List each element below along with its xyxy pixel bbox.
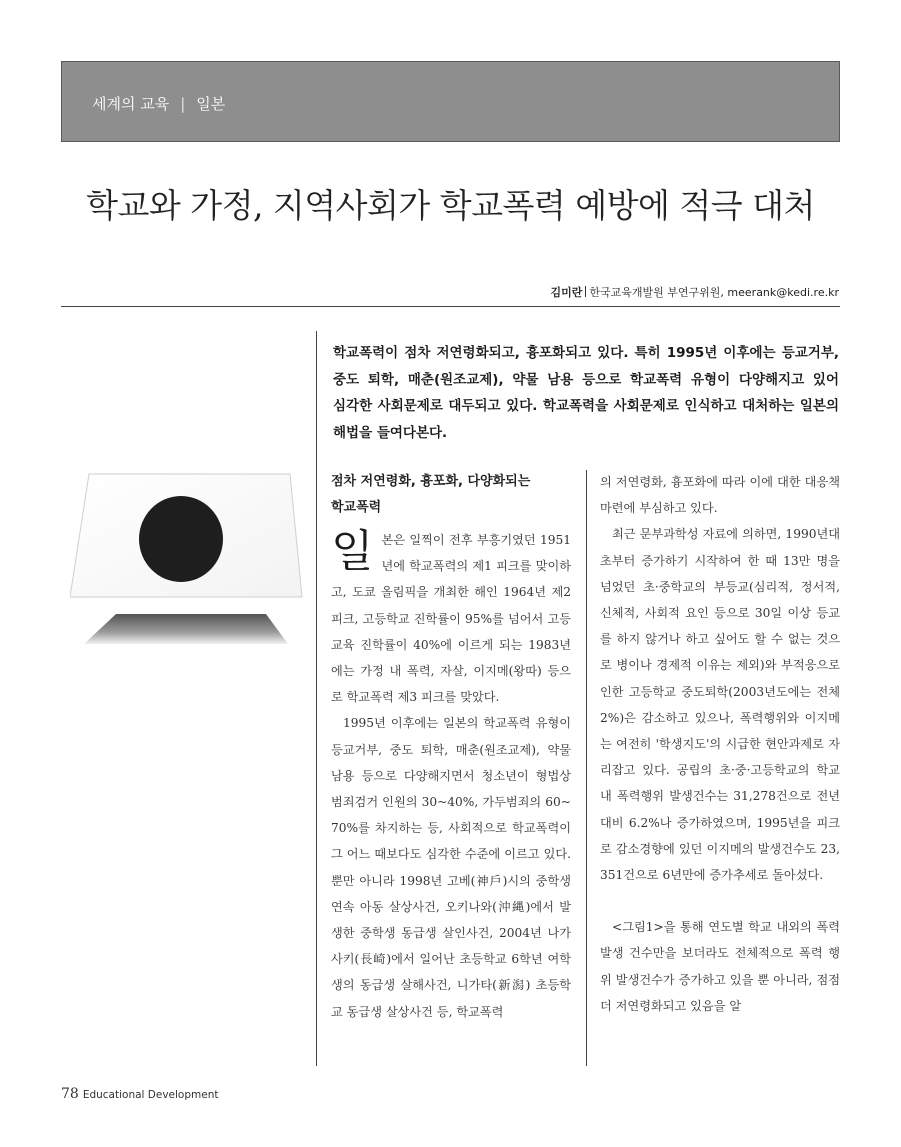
flag-shadow — [84, 614, 288, 644]
section-subhead — [331, 469, 571, 521]
section-label — [92, 93, 225, 114]
body-column-right — [600, 469, 840, 1019]
left-column-rule — [316, 331, 317, 1066]
magazine-name: Educational Development — [82, 1089, 219, 1101]
flag-graphic — [70, 466, 305, 656]
body-paragraph-text: 본은 일찍이 전후 부흥기였던 1951년에 학교폭력의 제1 피크를 맞이하고, 도쿄 올림픽을 개최한 해인 1964년 제2 피크, 고등학교 진학률이 95%를 넘어서 고등교육 진학률이 40%에 이르게 되는 1983년에는 가정 내 폭력, 자살, 이지메(왕따) 등으로 학교폭력 제3 피크를 맞았다. — [331, 533, 571, 705]
subhead-line-1: 점차 저연령화, 흉포화, 다양화되는 — [331, 474, 531, 489]
section-name: 세계의 교육 — [92, 95, 170, 113]
body-paragraph — [331, 527, 571, 710]
column-divider-rule — [586, 470, 587, 1066]
body-paragraph: 의 저연령화, 흉포화에 따라 이에 대한 대응책 마련에 부심하고 있다. — [600, 475, 840, 516]
author-affiliation: 한국교육개발원 부연구위원, — [589, 286, 724, 299]
author-name: 김미란 — [550, 286, 583, 299]
paragraph-gap — [600, 888, 840, 914]
article-title: 학교와 가정, 지역사회가 학교폭력 예방에 적극 대처 — [86, 186, 815, 225]
body-paragraph: <그림1>을 통해 연도별 학교 내외의 폭력 발생 건수만을 보더라도 전체적으로 폭력 행위 발생건수가 증가하고 있을 뿐 아니라, 점점 더 저연령화되고 있음을 알 — [600, 920, 840, 1013]
section-header-band — [61, 61, 840, 142]
byline — [551, 284, 839, 300]
subhead-line-2: 학교폭력 — [331, 500, 382, 515]
section-separator: | — [180, 95, 186, 113]
body-column-left — [331, 469, 571, 1025]
drop-cap: 일 — [331, 526, 374, 577]
byline-divider — [585, 286, 586, 297]
body-paragraph: 최근 문부과학성 자료에 의하면, 1990년대 초부터 증가하기 시작하여 한 때 13만 명을 넘었던 초·중학교의 부등교(심리적, 정서적, 신체적, 사회적 요인 등으로 30일 이상 등교를 하지 않거나 하고 싶어도 할 수 없는 것으로 병이나 경제적 이유는 제외)와 부적응으로 인한 고등학교 중도퇴학(2003년도에는 전체 2%)은 감소하고 있으나, 폭력행위와 이지메는 여전히 '학생지도'의 시급한 현안과제로 자리잡고 있다. 공립의 초·중·고등학교의 학교 내 폭력행위 발생건수는 31,278건으로 전년대비 6.2%나 증가하였으며, 1995년을 피크로 감소경향에 있던 이지메의 발생건수도 23,351건으로 6년만에 증가추세로 돌아섰다. — [600, 527, 840, 883]
header-rule — [61, 306, 840, 307]
lead-paragraph: 학교폭력이 점차 저연령화되고, 흉포화되고 있다. 특히 1995년 이후에는 등교거부, 중도 퇴학, 매춘(원조교제), 약물 남용 등으로 학교폭력 유형이 다양해지고 있어 심각한 사회문제로 대두되고 있다. 학교폭력을 사회문제로 인식하고 대처하는 일본의 해법을 들여다본다. — [333, 345, 839, 441]
flag-disc — [139, 496, 223, 582]
page-footer — [61, 1083, 218, 1102]
page-number: 78 — [61, 1086, 79, 1102]
japan-flag-illustration — [70, 466, 305, 656]
section-country: 일본 — [196, 95, 226, 113]
body-paragraph: 1995년 이후에는 일본의 학교폭력 유형이 등교거부, 중도 퇴학, 매춘(원조교제), 약물 남용 등으로 다양해지면서 청소년이 형법상 범죄검거 인원의 30~40%, 가두범죄의 60~70%를 차지하는 등, 사회적으로 학교폭력이 그 어느 때보다도 심각한 수준에 이르고 있다. 뿐만 아니라 1998년 고베(神戶)시의 중학생 연속 아동 살상사건, 오키나와(沖縄)에서 발생한 중학생 동급생 살인사건, 2004년 나가사키(長崎)에서 일어난 초등학교 6학년 여학생의 동급생 살해사건, 니가타(新潟) 초등학교 동급생 살상사건 등, 학교폭력 — [331, 716, 571, 1019]
author-email: meerank@kedi.re.kr — [727, 286, 839, 299]
